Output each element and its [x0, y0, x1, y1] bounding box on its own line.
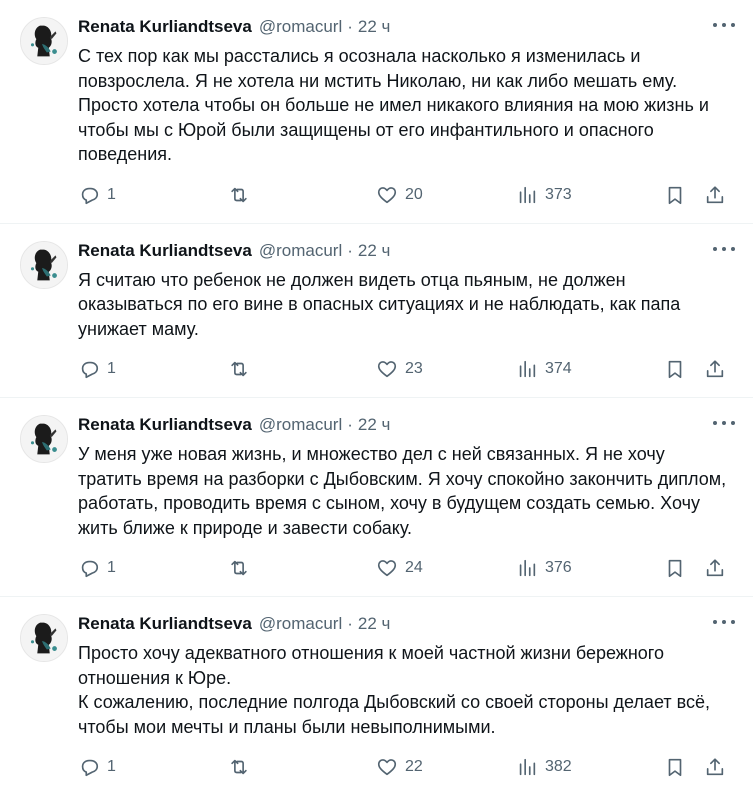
tweet-timestamp[interactable]: 22 ч	[357, 614, 391, 633]
tweet-header	[78, 12, 733, 42]
views-button[interactable]	[516, 557, 664, 579]
like-count: 20	[405, 185, 423, 203]
avatar-image	[21, 416, 67, 462]
tweet-text: У меня уже новая жизнь, и множество дел с ней связанных. Я не хочу тратить время на разборки с Дыбовским. Я хочу спокойно закончить диплом, работать, проводить время с сыном, хочу в будущем создать семью. Хочу жить ближе к природе и завести собаку.	[78, 444, 727, 538]
tweet-header	[78, 410, 733, 440]
bookmark-button[interactable]	[664, 358, 704, 380]
tweet-timestamp[interactable]: 22 ч	[357, 17, 391, 36]
views-chart-icon	[516, 557, 538, 579]
view-count: 376	[545, 559, 572, 576]
separator-dot: ·	[347, 240, 353, 260]
author-handle[interactable]: @romacurl	[258, 614, 343, 633]
share-button[interactable]	[704, 557, 726, 579]
bookmark-icon	[664, 756, 686, 778]
more-icon[interactable]	[713, 242, 735, 256]
share-icon	[704, 756, 726, 778]
reply-count: 1	[107, 185, 116, 203]
tweet-actions	[78, 167, 733, 223]
avatar-column	[20, 609, 78, 795]
like-count: 22	[405, 758, 423, 775]
avatar[interactable]	[20, 17, 68, 65]
avatar-image	[21, 615, 67, 661]
views-button[interactable]	[516, 756, 664, 778]
tweet-header	[78, 236, 733, 266]
tweet[interactable]	[0, 0, 753, 224]
author-name[interactable]: Renata Kurliandtseva	[78, 415, 252, 434]
like-button[interactable]	[376, 358, 516, 380]
like-count: 23	[405, 360, 423, 377]
avatar[interactable]	[20, 614, 68, 662]
heart-icon	[376, 557, 398, 579]
tweet-content	[78, 236, 737, 398]
reply-button[interactable]	[78, 557, 228, 579]
avatar-column	[20, 410, 78, 596]
share-button[interactable]	[704, 358, 726, 380]
tweet[interactable]	[0, 398, 753, 597]
reply-icon	[78, 358, 100, 380]
retweet-button[interactable]	[228, 184, 376, 206]
author-name[interactable]: Renata Kurliandtseva	[78, 614, 252, 633]
separator-dot: ·	[347, 415, 353, 434]
share-button[interactable]	[704, 756, 726, 778]
reply-count: 1	[107, 758, 116, 775]
retweet-icon	[228, 358, 250, 380]
retweet-button[interactable]	[228, 557, 376, 579]
retweet-icon	[228, 184, 250, 206]
avatar-column	[20, 236, 78, 398]
bookmark-button[interactable]	[664, 184, 704, 206]
share-icon	[704, 358, 726, 380]
reply-icon	[78, 184, 100, 206]
views-button[interactable]	[516, 184, 664, 206]
view-count: 382	[545, 758, 572, 775]
bookmark-icon	[664, 184, 686, 206]
retweet-icon	[228, 557, 250, 579]
avatar[interactable]	[20, 241, 68, 289]
more-icon[interactable]	[713, 18, 735, 32]
more-icon[interactable]	[713, 615, 735, 629]
share-button[interactable]	[704, 184, 726, 206]
tweet-actions	[78, 341, 733, 397]
tweet-text: Я считаю что ребенок не должен видеть отца пьяным, не должен оказываться по его вине в опасных ситуациях и не наблюдать, как папа унижает маму.	[78, 269, 681, 339]
views-chart-icon	[516, 184, 538, 206]
tweet[interactable]	[0, 597, 753, 795]
bookmark-button[interactable]	[664, 557, 704, 579]
author-name[interactable]: Renata Kurliandtseva	[78, 17, 252, 36]
reply-count: 1	[107, 559, 116, 576]
avatar-column	[20, 12, 78, 223]
avatar-image	[21, 242, 67, 288]
tweet-actions	[78, 540, 733, 596]
bookmark-button[interactable]	[664, 756, 704, 778]
more-icon[interactable]	[713, 416, 735, 430]
tweet-text: Просто хочу адекватного отношения к моей частной жизни бережного отношения к Юре. К сожалению, последние полгода Дыбовский со своей стороны делает всё, чтобы мои мечты и планы были невыполнимыми.	[78, 643, 710, 737]
view-count: 374	[545, 360, 572, 377]
reply-count: 1	[107, 360, 116, 377]
reply-button[interactable]	[78, 184, 228, 206]
separator-dot: ·	[347, 17, 353, 36]
author-handle[interactable]: @romacurl	[258, 17, 343, 36]
retweet-icon	[228, 756, 250, 778]
tweet-actions	[78, 739, 733, 795]
like-button[interactable]	[376, 756, 516, 778]
views-button[interactable]	[516, 358, 664, 380]
author-handle[interactable]: @romacurl	[258, 415, 343, 434]
author-handle[interactable]: @romacurl	[258, 240, 343, 260]
reply-icon	[78, 756, 100, 778]
share-icon	[704, 557, 726, 579]
retweet-button[interactable]	[228, 358, 376, 380]
view-count: 373	[545, 185, 572, 203]
tweet[interactable]	[0, 224, 753, 399]
tweet-header	[78, 609, 733, 639]
avatar-image	[21, 18, 67, 64]
tweet-content	[78, 12, 737, 223]
heart-icon	[376, 756, 398, 778]
like-button[interactable]	[376, 557, 516, 579]
views-chart-icon	[516, 358, 538, 380]
heart-icon	[376, 358, 398, 380]
reply-icon	[78, 557, 100, 579]
like-button[interactable]	[376, 184, 516, 206]
tweet-text: С тех пор как мы расстались я осознала насколько я изменилась и повзрослела. Я не хотела ни мстить Николаю, ни как либо мешать ему. Просто хотела чтобы он больше не имел никакого влияния на мою жизнь и чтобы мы с Юрой были защищены от его инфантильного и опасного поведения.	[78, 46, 709, 164]
tweet-timestamp[interactable]: 22 ч	[357, 240, 391, 260]
tweet-content	[78, 410, 737, 596]
separator-dot: ·	[347, 614, 353, 633]
bookmark-icon	[664, 358, 686, 380]
reply-button[interactable]	[78, 358, 228, 380]
reply-button[interactable]	[78, 756, 228, 778]
views-chart-icon	[516, 756, 538, 778]
bookmark-icon	[664, 557, 686, 579]
tweet-content	[78, 609, 737, 795]
retweet-button[interactable]	[228, 756, 376, 778]
author-name[interactable]: Renata Kurliandtseva	[78, 240, 252, 260]
like-count: 24	[405, 559, 423, 576]
avatar[interactable]	[20, 415, 68, 463]
share-icon	[704, 184, 726, 206]
heart-icon	[376, 184, 398, 206]
tweet-timestamp[interactable]: 22 ч	[357, 415, 391, 434]
